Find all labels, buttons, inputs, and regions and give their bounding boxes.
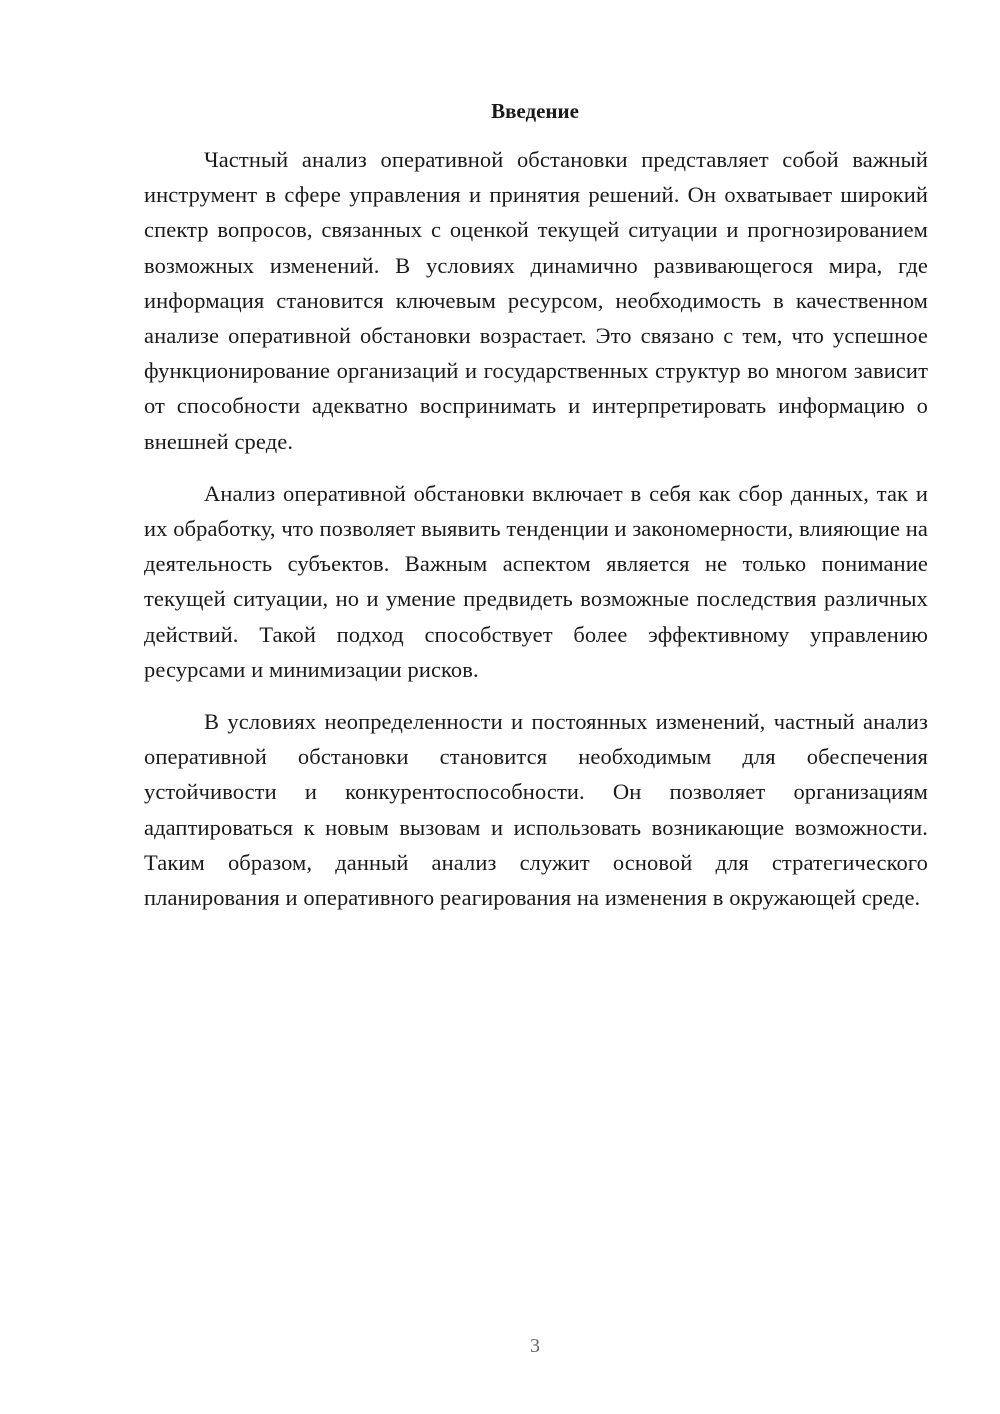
page-number: 3 (530, 1335, 540, 1357)
paragraph-3: В условиях неопределенности и постоянных изменений, частный анализ оперативной обстановки становится необходимым для обеспечения устойчивости и конкурентоспособности. Он позволяет организациям адаптироваться к новым вызовам и использовать возникающие возможности. Таким образом, данный анализ служит основой для стратегического планирования и оперативного реагирования на изменения в окружающей среде. (144, 709, 928, 911)
paragraph-2: Анализ оперативной обстановки включает в себя как сбор данных, так и их обработку, что позволяет выявить тенденции и закономерности, влияющие на деятельность субъектов. Важным аспектом является не только понимание текущей ситуации, но и умение предвидеть возможные последствия различных действий. Такой подход способствует более эффективному управлению ресурсами и минимизации рисков. (144, 480, 928, 682)
paragraph-1: Частный анализ оперативной обстановки представляет собой важный инструмент в сфере управления и принятия решений. Он охватывает широкий спектр вопросов, связанных с оценкой текущей ситуации и прогнозированием возможных изменений. В условиях динамично развивающегося мира, где информация становится ключевым ресурсом, необходимость в качественном анализе оперативной обстановки возрастает. Это связано с тем, что успешное функционирование организаций и государственных структур во многом зависит от способности адекватно воспринимать и интерпретировать информацию о внешней среде. (144, 147, 928, 454)
page-title: Введение (491, 99, 579, 123)
body-text (144, 142, 928, 932)
